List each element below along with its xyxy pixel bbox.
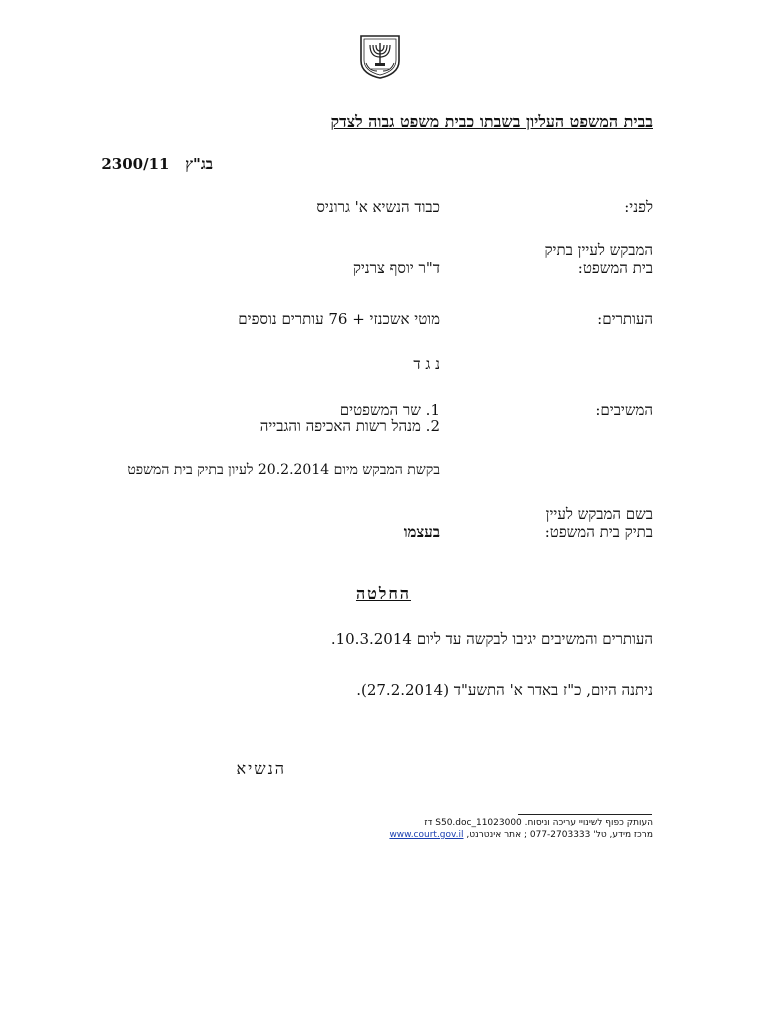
- respondent-2: 2. מנהל רשות האכיפה והגבייה: [259, 417, 440, 435]
- before-label: לפני:: [624, 198, 653, 216]
- case-number: 2300/11: [101, 155, 170, 173]
- footer-line2: [389, 830, 653, 840]
- decision-given-date: ניתנה היום, כ"ז באדר א' התשע"ד (27.2.2014).: [356, 681, 653, 699]
- respondents-label: המשיבים:: [595, 401, 653, 419]
- footer-website-link[interactable]: www.court.gov.il: [389, 830, 464, 840]
- representation-label-line2: בתיק בית המשפט:: [544, 523, 653, 541]
- footer-contact: מרכז מידע, טל' 077-2703333 ; אתר אינטרנט,: [466, 830, 653, 840]
- representation-value: בעצמו: [403, 523, 440, 541]
- footer-rule: [518, 814, 652, 815]
- request-line: בקשת המבקש מיום 20.2.2014 לעיון בתיק בית המשפט: [127, 462, 440, 478]
- footer-line1: העותק כפוף לשינויי עריכה וניסוח. 11023000_S50.doc דז: [424, 818, 653, 828]
- court-title: בבית המשפט העליון בשבתו כבית משפט גבוה לצדק: [330, 112, 653, 131]
- versus-label: נ ג ד: [413, 355, 440, 373]
- representation-label-line1: בשם המבקש לעיין: [545, 505, 653, 523]
- case-prefix: בג"ץ: [185, 155, 213, 173]
- petitioners-value: מוטי אשכנזי + 76 עותרים נוספים: [238, 310, 440, 328]
- decision-body: העותרים והמשיבים יגיבו לבקשה עד ליום 10.3.2014.: [330, 630, 653, 648]
- applicant-value: ד"ר יוסף צרניק: [352, 259, 440, 277]
- decision-heading: החלטה: [355, 584, 411, 603]
- petitioners-label: העותרים:: [597, 310, 653, 328]
- applicant-label-line1: המבקש לעיין בתיק: [544, 241, 653, 259]
- state-emblem-icon: [357, 33, 403, 79]
- case-number-line: [101, 155, 213, 174]
- before-value: כבוד הנשיא א' גרוניס: [316, 198, 440, 216]
- applicant-label-line2: בית המשפט:: [577, 259, 653, 277]
- respondent-1: 1. שר המשפטים: [339, 401, 440, 419]
- signature-title: הנשיא: [236, 759, 286, 778]
